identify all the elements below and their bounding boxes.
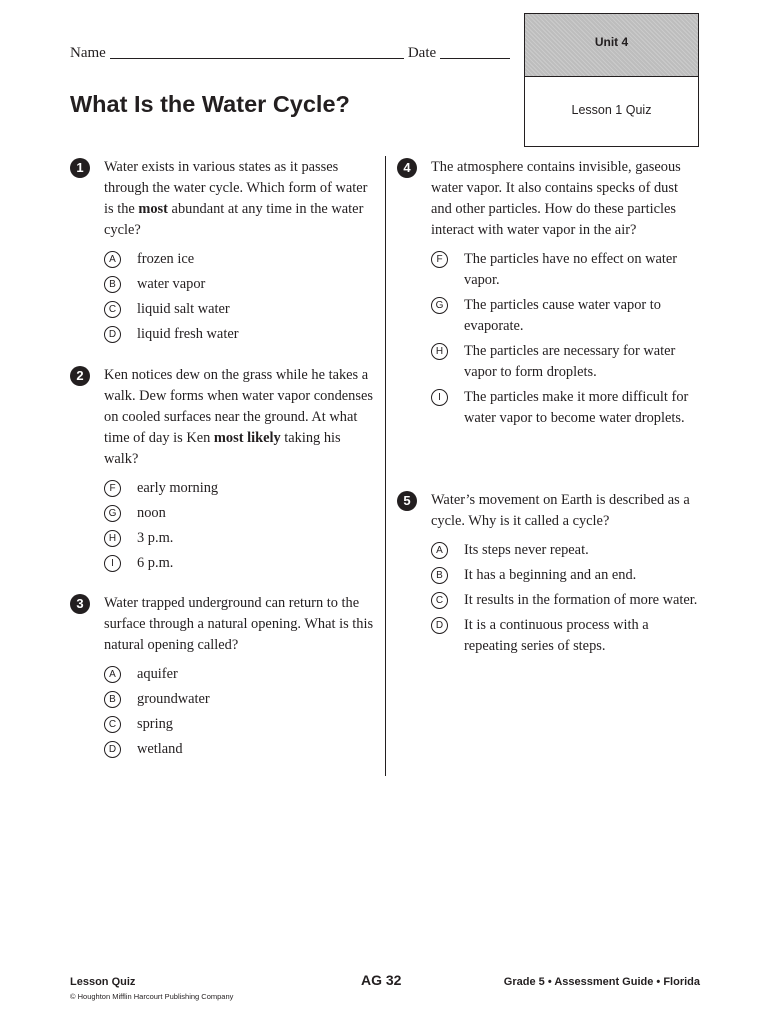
name-label: Name <box>70 45 106 61</box>
answer-bubble[interactable]: C <box>431 592 448 609</box>
stem-text: abundant at any time in the water cycle? <box>104 201 364 238</box>
question-5 <box>403 490 701 661</box>
page-number: AG 32 <box>361 972 402 988</box>
answer-bubble[interactable]: G <box>431 297 448 314</box>
answer-bubble[interactable]: A <box>104 666 121 683</box>
answer-bubble[interactable]: B <box>104 691 121 708</box>
answer-option[interactable] <box>104 528 376 549</box>
unit-lesson-box <box>524 13 699 147</box>
question-number-badge: 2 <box>70 366 90 386</box>
answer-text: The particles make it more difficult for water vapor to become water droplets. <box>464 389 689 426</box>
question-number-badge: 5 <box>397 491 417 511</box>
answer-text: early morning <box>137 480 219 496</box>
answer-text: noon <box>137 505 166 521</box>
answer-bubble[interactable]: D <box>431 617 448 634</box>
answer-bubble[interactable]: I <box>104 555 121 572</box>
lesson-label: Lesson 1 Quiz <box>571 103 652 117</box>
answer-bubble[interactable]: G <box>104 505 121 522</box>
stem-emphasis: most likely <box>213 430 281 446</box>
answer-bubble[interactable]: D <box>104 741 121 758</box>
answer-bubble[interactable]: H <box>104 530 121 547</box>
question-number-badge: 3 <box>70 594 90 614</box>
answer-option[interactable] <box>431 565 701 586</box>
question-stem <box>431 157 701 241</box>
question-stem <box>104 365 376 470</box>
answer-option[interactable] <box>104 689 376 710</box>
answer-option[interactable] <box>431 249 701 291</box>
answer-options <box>431 540 701 657</box>
answer-bubble[interactable]: A <box>431 542 448 559</box>
answer-text: aquifer <box>137 666 178 682</box>
answer-bubble[interactable]: B <box>104 276 121 293</box>
footer-copyright: © Houghton Mifflin Harcourt Publishing Company <box>70 992 234 1001</box>
stem-text: Ken notices dew on the grass while he takes a walk. Dew forms when water vapor condenses on cooled surfaces near the ground. At what time of day is Ken <box>104 367 373 446</box>
answer-text: groundwater <box>137 691 210 707</box>
answer-bubble[interactable]: C <box>104 716 121 733</box>
answer-bubble[interactable]: F <box>104 480 121 497</box>
answer-text: liquid fresh water <box>137 326 239 342</box>
answer-option[interactable] <box>431 615 701 657</box>
question-2 <box>76 365 376 578</box>
answer-option[interactable] <box>431 341 701 383</box>
answer-bubble[interactable]: F <box>431 251 448 268</box>
answer-text: The particles have no effect on water vapor. <box>464 251 678 288</box>
answer-options <box>104 249 376 345</box>
stem-text: The atmosphere contains invisible, gaseous water vapor. It also contains specks of dust and other particles. How do these particles interact with water vapor in the air? <box>431 159 681 238</box>
answer-option[interactable] <box>104 503 376 524</box>
footer-grade-guide: Grade 5 • Assessment Guide • Florida <box>503 976 700 988</box>
name-field[interactable] <box>110 44 404 59</box>
answer-bubble[interactable]: D <box>104 326 121 343</box>
answer-options <box>431 249 701 429</box>
answer-text: The particles are necessary for water vapor to form droplets. <box>464 343 676 380</box>
date-label: Date <box>407 45 437 61</box>
answer-option[interactable] <box>431 295 701 337</box>
date-field[interactable] <box>440 44 510 59</box>
question-stem <box>431 490 701 532</box>
stem-emphasis: most <box>138 201 168 217</box>
answer-bubble[interactable]: I <box>431 389 448 406</box>
question-number-badge: 1 <box>70 158 90 178</box>
answer-bubble[interactable]: B <box>431 567 448 584</box>
answer-text: Its steps never repeat. <box>464 542 589 558</box>
answer-option[interactable] <box>104 249 376 270</box>
question-1 <box>76 157 376 349</box>
question-stem <box>104 157 376 241</box>
question-stem <box>104 593 376 656</box>
answer-text: wetland <box>137 741 183 757</box>
answer-text: It is a continuous process with a repeating series of steps. <box>464 617 649 654</box>
answer-bubble[interactable]: H <box>431 343 448 360</box>
answer-options <box>104 478 376 574</box>
answer-text: It has a beginning and an end. <box>464 567 637 583</box>
answer-option[interactable] <box>431 540 701 561</box>
answer-bubble[interactable]: A <box>104 251 121 268</box>
stem-text: Water exists in various states as it passes through the water cycle. Which form of water is the <box>104 159 368 217</box>
answer-option[interactable] <box>104 478 376 499</box>
answer-option[interactable] <box>104 274 376 295</box>
answer-option[interactable] <box>104 739 376 760</box>
answer-text: liquid salt water <box>137 301 230 317</box>
answer-option[interactable] <box>104 299 376 320</box>
answer-option[interactable] <box>104 714 376 735</box>
answer-option[interactable] <box>104 324 376 345</box>
answer-text: frozen ice <box>137 251 195 267</box>
answer-option[interactable] <box>104 553 376 574</box>
answer-option[interactable] <box>104 664 376 685</box>
answer-text: It results in the formation of more water. <box>464 592 698 608</box>
unit-label: Unit 4 <box>525 14 698 77</box>
answer-bubble[interactable]: C <box>104 301 121 318</box>
column-divider <box>385 156 386 776</box>
question-4 <box>403 157 701 433</box>
name-date-line <box>70 44 514 62</box>
answer-text: water vapor <box>137 276 206 292</box>
question-3 <box>76 593 376 764</box>
stem-text: taking his walk? <box>104 430 341 467</box>
stem-text: Water’s movement on Earth is described as a cycle. Why is it called a cycle? <box>431 492 690 529</box>
answer-text: spring <box>137 716 173 732</box>
answer-option[interactable] <box>431 387 701 429</box>
question-number-badge: 4 <box>397 158 417 178</box>
footer-lesson-quiz: Lesson Quiz <box>70 976 136 988</box>
answer-option[interactable] <box>431 590 701 611</box>
answer-options <box>104 664 376 760</box>
stem-text: Water trapped underground can return to the surface through a natural opening. What is this natural opening called? <box>104 595 374 653</box>
answer-text: The particles cause water vapor to evaporate. <box>464 297 661 334</box>
answer-text: 6 p.m. <box>137 555 174 571</box>
page-title: What Is the Water Cycle? <box>70 91 350 117</box>
answer-text: 3 p.m. <box>137 530 174 546</box>
